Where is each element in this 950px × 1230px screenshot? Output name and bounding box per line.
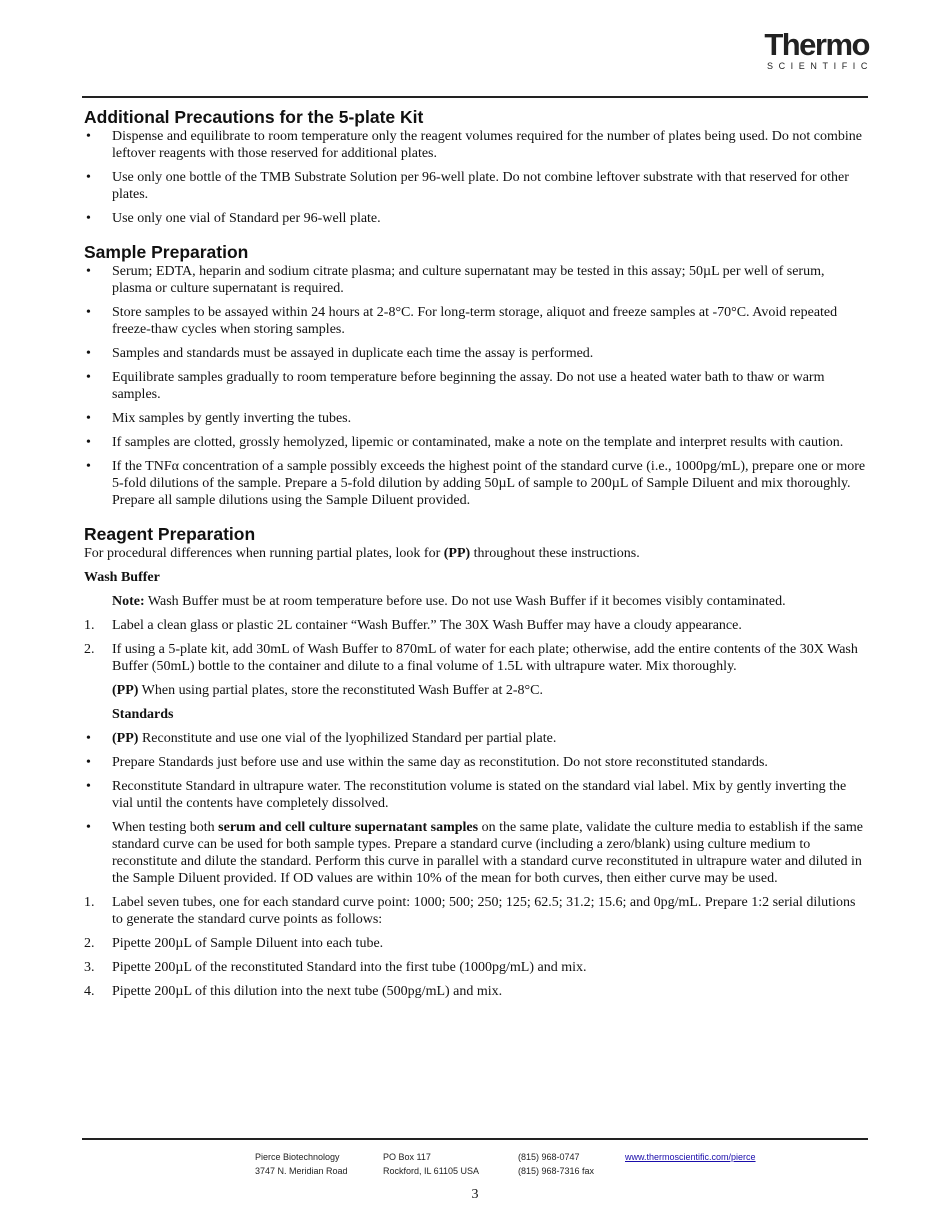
footer-fax: (815) 968-7316 fax [518, 1166, 595, 1176]
sample-preparation-section [84, 241, 867, 509]
page-content [84, 106, 867, 1014]
list-item: • Equilibrate samples gradually to room temperature before beginning the assay. Do not use a heated water bath to thaw or warm samples. [86, 370, 825, 402]
list-item: • If samples are clotted, grossly hemolyzed, lipemic or contaminated, make a note on the template and interpret results with caution. [86, 435, 844, 450]
list-item: 1. Label a clean glass or plastic 2L container “Wash Buffer.” The 30X Wash Buffer may have a cloudy appearance. [84, 618, 742, 633]
list-item: 2. If using a 5-plate kit, add 30mL of Wash Buffer to 870mL of water for each plate; otherwise, add the entire contents of the 30X Wash Buffer (50mL) bottle to the container and dilute to a final volume of 1.5L with ultrapure water. Mix thoroughly. [84, 642, 858, 674]
list-item: 1. Label seven tubes, one for each standard curve point: 1000; 500; 250; 125; 62.5; 31.2; 15.6; and 0pg/mL. Prepare 1:2 serial dilutions to generate the standard curve points as follows: [84, 895, 856, 927]
website-link[interactable]: www.thermoscientific.com/pierce [625, 1152, 756, 1162]
footer-phone: (815) 968-0747 [518, 1152, 580, 1162]
list-item: 4. Pipette 200µL of this dilution into the next tube (500pg/mL) and mix. [84, 984, 503, 999]
footer-company: Pierce Biotechnology [255, 1152, 340, 1162]
list-item: • Samples and standards must be assayed in duplicate each time the assay is performed. [86, 346, 594, 361]
logo-subtitle: SCIENTIFIC [766, 61, 873, 71]
list-item: • If the TNFα concentration of a sample possibly exceeds the highest point of the standard curve (i.e., 1000pg/mL), prepare one or more 5-fold dilutions of the sample. Prepare a 5-fold dilution by adding 50µL of sample to 200µL of Sample Diluent and mix thoroughly. Prepare all sample dilutions using the Sample Diluent provided. [86, 459, 866, 508]
list-item: • Use only one vial of Standard per 96-well plate. [86, 211, 381, 226]
list-item: • Use only one bottle of the TMB Substrate Solution per 96-well plate. Do not combine leftover substrate with that reserved for other plates. [86, 170, 849, 202]
list-item: • When testing both serum and cell culture supernatant samples on the same plate, validate the culture media to establish if the same standard curve can be used for both sample types. Prepare a standard curve (including a zero/blank) using culture medium to reconstitute and dilute the standard. Perform this curve in parallel with a standard curve reconstituted in ultrapure water and diluted in the Sample Diluent provided. If OD values are within 10% of the mean for both curves, then either curve may be used. [86, 820, 863, 886]
partial-plate-note: (PP) When using partial plates, store the reconstituted Wash Buffer at 2-8°C. [112, 683, 543, 698]
sample-preparation-heading: Sample Preparation [84, 242, 249, 262]
list-item: 3. Pipette 200µL of the reconstituted Standard into the first tube (1000pg/mL) and mix. [84, 960, 587, 975]
wash-buffer-heading: Wash Buffer [84, 570, 160, 585]
footer-divider [82, 1138, 868, 1140]
footer-contact [518, 1150, 594, 1178]
footer-pobox: PO Box 117 [383, 1152, 431, 1162]
page-number: 3 [471, 1187, 479, 1202]
footer-city: Rockford, IL 61105 USA [383, 1166, 480, 1176]
reagent-preparation-heading: Reagent Preparation [84, 524, 256, 544]
thermo-scientific-logo [764, 27, 873, 71]
header-divider [82, 96, 868, 98]
list-item: 2. Pipette 200µL of Sample Diluent into each tube. [84, 936, 384, 951]
list-item: • Reconstitute Standard in ultrapure water. The reconstitution volume is stated on the standard vial label. Mix by gently inverting the vial until the contents have completely dissolved. [86, 779, 847, 811]
list-item: • Serum; EDTA, heparin and sodium citrate plasma; and culture supernatant may be tested in this assay; 50µL per well of serum, plasma or culture supernatant is required. [86, 264, 825, 296]
footer-mailing [383, 1150, 479, 1178]
wash-buffer-note: Note: Wash Buffer must be at room temperature before use. Do not use Wash Buffer if it becomes visibly contaminated. [112, 594, 786, 609]
list-item: • (PP) Reconstitute and use one vial of the lyophilized Standard per partial plate. [86, 731, 557, 746]
logo-wordmark: Thermo [764, 27, 869, 62]
footer-address [255, 1150, 348, 1178]
reagent-preparation-section [84, 523, 867, 1000]
precautions-section [84, 106, 867, 227]
reagent-intro: For procedural differences when running partial plates, look for (PP) throughout these instructions. [84, 546, 640, 561]
list-item: • Dispense and equilibrate to room temperature only the reagent volumes required for the number of plates being used. Do not combine leftover reagents with those reserved for additional plates. [86, 129, 862, 161]
list-item: • Store samples to be assayed within 24 hours at 2-8°C. For long-term storage, aliquot and freeze samples at -70°C. Avoid repeated freeze-thaw cycles when storing samples. [86, 305, 838, 337]
list-item: • Prepare Standards just before use and use within the same day as reconstitution. Do not store reconstituted standards. [86, 755, 768, 770]
precautions-heading: Additional Precautions for the 5-plate Kit [84, 107, 424, 127]
standards-heading: Standards [112, 707, 174, 722]
footer-web [625, 1150, 756, 1164]
list-item: • Mix samples by gently inverting the tubes. [86, 411, 352, 426]
footer-street: 3747 N. Meridian Road [255, 1166, 348, 1176]
